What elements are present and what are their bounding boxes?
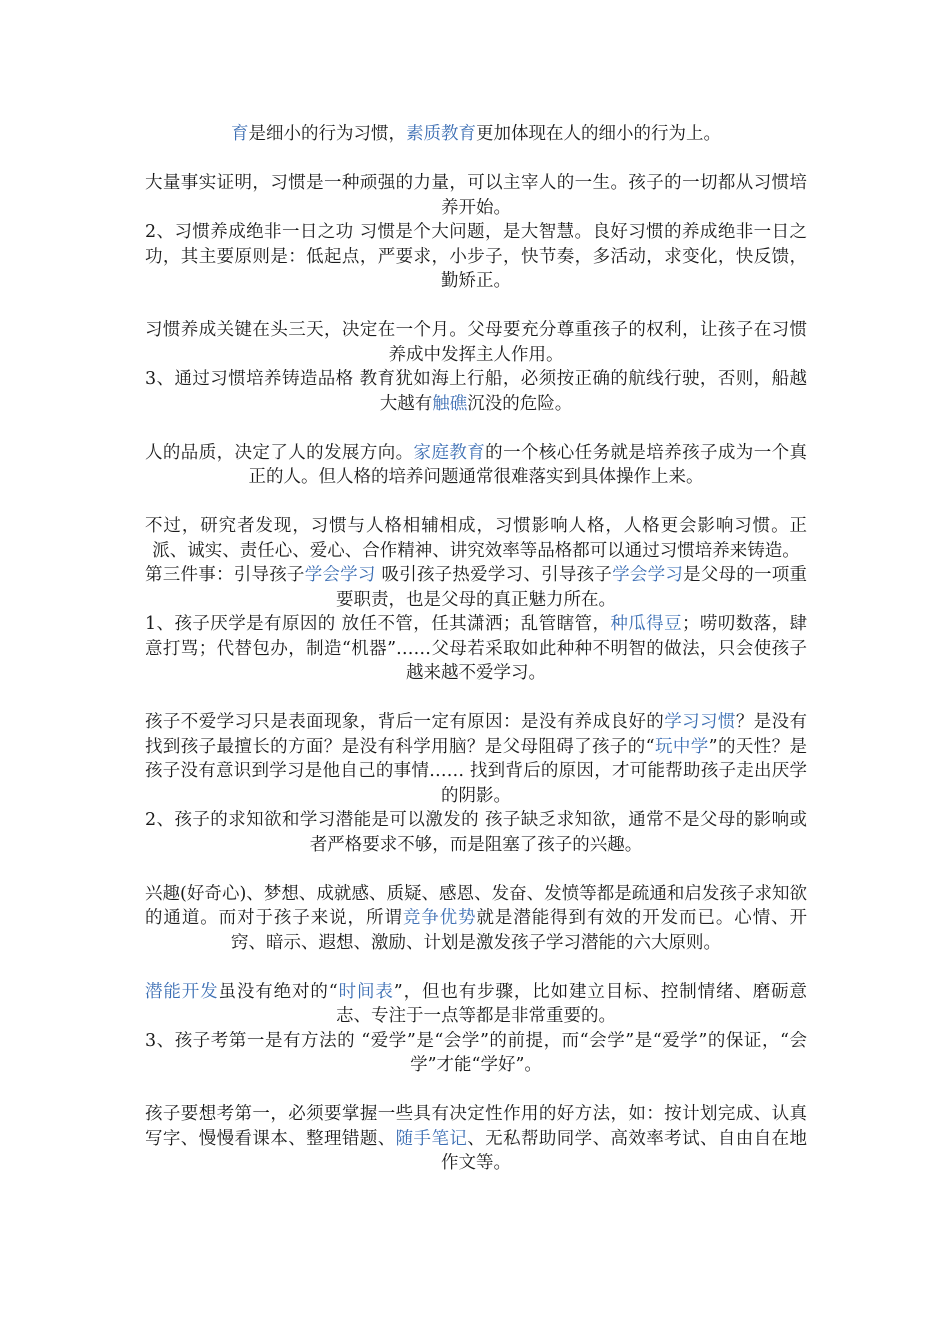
paragraph-character-building: 3、通过习惯培养铸造品格 教育犹如海上行船，必须按正确的航线行驶，否则，船越大越有触礁沉没的危险。 (145, 369, 807, 414)
paragraph-third-thing: 第三件事：引导孩子学会学习 吸引孩子热爱学习、引导孩子学会学习是父母的一项重要职责，也是父母的真正魅力所在。 (145, 565, 808, 610)
link-yu[interactable]: 育 (231, 124, 249, 144)
link-competitive-advantage[interactable]: 竞争优势 (402, 908, 477, 928)
link-family-education[interactable]: 家庭教育 (413, 442, 486, 463)
link-zhonggua-dedou[interactable]: 种瓜得豆 (610, 614, 683, 634)
paragraph-habit-power: 大量事实证明，习惯是一种顽强的力量，可以主宰人的一生。孩子的一切都从习惯培养开始。 (145, 173, 807, 218)
document-body (145, 122, 807, 1176)
paragraph-habit-personality: 不过，研究者发现，习惯与人格相辅相成，习惯影响人格，人格更会影响习惯。正派、诚实、责任心、爱心、合作精神、讲究效率等品格都可以通过习惯培养来铸造。 (145, 516, 807, 561)
link-potential-development[interactable]: 潜能开发 (145, 981, 219, 1002)
link-chujiao[interactable]: 触礁 (432, 393, 468, 414)
link-study-habits[interactable]: 学习习惯 (664, 712, 736, 732)
paragraph-habit-formation: 2、习惯养成绝非一日之功 习惯是个大问题，是大智慧。良好习惯的养成绝非一日之功，其主要原则是：低起点，严要求，小步子，快节奏，多活动，求变化，快反馈，勤矫正。 (145, 222, 807, 291)
link-learn-through-play[interactable]: 玩中学 (654, 736, 709, 757)
link-learn-to-learn-2[interactable]: 学会学习 (612, 565, 684, 585)
paragraph-potential-development: 潜能开发虽没有绝对的“时间表”，但也有步骤，比如建立目标、控制情绪、磨砺意志、专注于一点等都是非常重要的。 (145, 981, 808, 1026)
paragraph-first-three-days: 习惯养成关键在头三天，决定在一个月。父母要充分尊重孩子的权利，让孩子在习惯养成中发挥主人作用。 (145, 320, 807, 365)
paragraph-good-methods: 孩子要想考第一，必须要掌握一些具有决定性作用的好方法，如：按计划完成、认真写字、慢慢看课本、整理错题、随手笔记、无私帮助同学、高效率考试、自由自在地作文等。 (145, 1104, 808, 1173)
paragraph-character-quality: 人的品质，决定了人的发展方向。家庭教育的一个核心任务就是培养孩子成为一个真正的人。但人格的培养问题通常很难落实到具体操作上来。 (145, 442, 808, 487)
paragraph-surface-phenomenon: 孩子不爱学习只是表面现象，背后一定有原因：是没有养成良好的学习习惯？是没有找到孩子最擅长的方面？是没有科学用脑？是父母阻碍了孩子的“玩中学”的天性？是孩子没有意识到学习是他自己的事情…… 找到背后的原因，才可能帮助孩子走出厌学的阴影。 (145, 712, 808, 806)
link-learn-to-learn-1[interactable]: 学会学习 (304, 565, 376, 585)
paragraph-curiosity-potential: 2、孩子的求知欲和学习潜能是可以激发的 孩子缺乏求知欲，通常不是父母的影响或者严格要求不够，而是阻塞了孩子的兴趣。 (145, 810, 807, 855)
link-timetable[interactable]: 时间表 (337, 981, 394, 1002)
paragraph-aversion-cause: 1、孩子厌学是有原因的 放任不管，任其潇洒；乱管瞎管，种瓜得豆；唠叨数落，肆意打骂；代替包办，制造“机器”……父母若采取如此种种不明智的做法，只会使孩子越来越不爱学习。 (145, 614, 807, 683)
paragraph-interest-channels: 兴趣(好奇心)、梦想、成就感、质疑、感恩、发奋、发愤等都是疏通和启发孩子求知欲的通道。而对于孩子来说，所谓竞争优势就是潜能得到有效的开发而已。心情、开窍、暗示、遐想、激励、计划是激发孩子学习潜能的六大原则。 (145, 883, 808, 953)
paragraph-exam-first: 3、孩子考第一是有方法的 “爱学”是“会学”的前提，而“会学”是“爱学”的保证，“会学”才能“学好”。 (145, 1030, 807, 1075)
paragraph-habit-detail: 育是细小的行为习惯，素质教育更加体现在人的细小的行为上。 (231, 124, 721, 144)
link-notes[interactable]: 随手笔记 (395, 1128, 468, 1149)
link-quality-education[interactable]: 素质教育 (406, 124, 476, 144)
